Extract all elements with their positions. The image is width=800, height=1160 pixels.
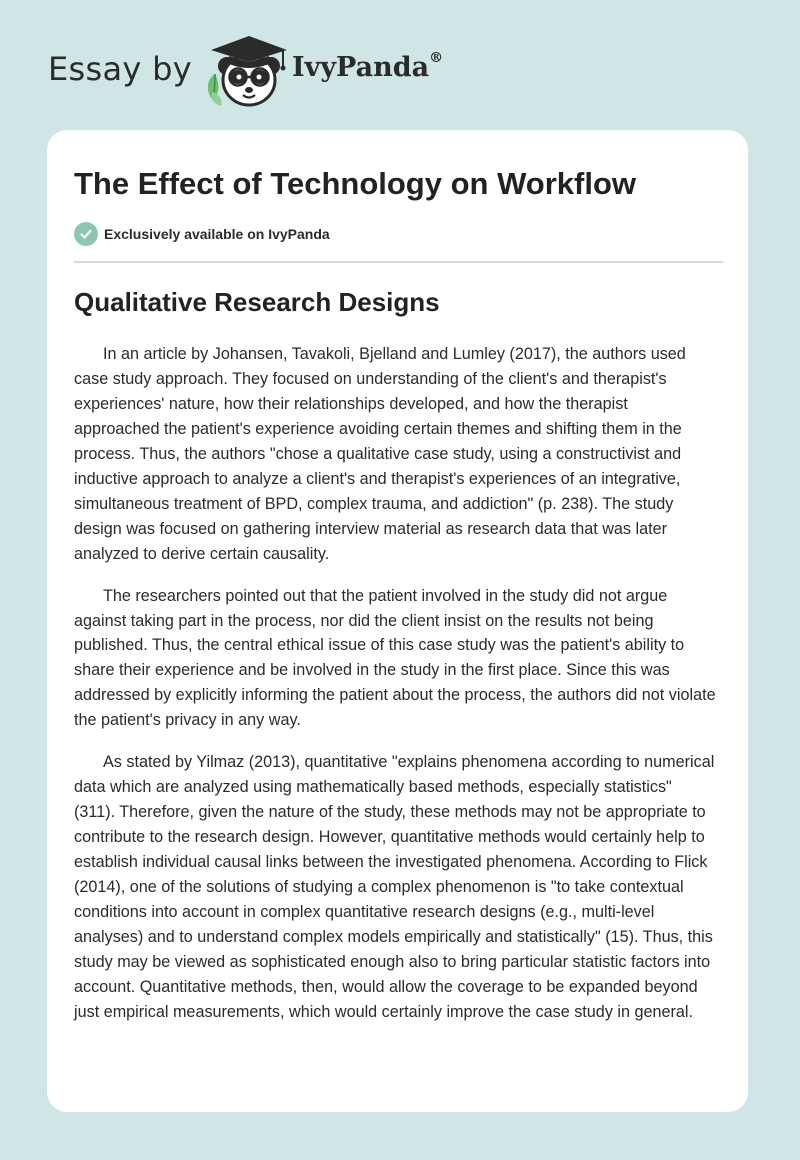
paragraph: In an article by Johansen, Tavakoli, Bjelland and Lumley (2017), the authors used case study approach. They focused on understanding of the client's and therapist's experiences' nature, how their relationships developed, and how the therapist approached the patient's experience avoiding certain themes and shifting them in the process. Thus, the authors "chose a qualitative case study, using a constructivist and inductive approach to analyze a client's and therapist's experiences of an integrative, simultaneous treatment of BPD, complex trauma, and addiction" (p. 238). The study design was focused on gathering interview material as research data that was later analyzed to derive certain causality. [74,345,686,563]
panda-logo-icon[interactable] [201,32,291,110]
check-circle-icon [74,222,98,246]
paragraph: The researchers pointed out that the patient involved in the study did not argue against taking part in the process, nor did the client insist on the results not being published. Thus, the central ethical issue of this case study was the patient's ability to share their experience and be involved in the study in the first place. Since this was addressed by explicitly informing the patient about the process, the authors did not violate the patient's privacy in any way. [74,586,716,730]
divider [74,261,723,263]
site-header [48,32,548,112]
article-body [74,342,716,1042]
badge-label: Exclusively available on IvyPanda [104,226,330,242]
essay-by-label: Essay by [48,50,192,88]
section-heading: Qualitative Research Designs [74,287,440,317]
page-title: The Effect of Technology on Workflow [74,166,637,201]
exclusive-badge [74,222,330,246]
essay-card [47,130,748,1112]
registered-mark: ® [429,50,444,66]
brand-name[interactable]: IvyPanda® [292,50,444,83]
paragraph: As stated by Yilmaz (2013), quantitative "explains phenomena according to numerical data which are analyzed using mathematically based methods, especially statistics" (311). Therefore, given the nature of the study, these methods may not be appropriate to contribute to the research design. However, quantitative methods would certainly help to establish individual causal links between the investigated phenomena. According to Flick (2014), one of the solutions of studying a complex phenomenon is "to take contextual conditions into account in complex quantitative research designs (e.g., multi-level analyses) and to understand complex models empirically and statistically" (15). Thus, this study may be viewed as sophisticated enough also to bring particular statistic factors into account. Quantitative methods, then, would allow the coverage to be expanded beyond just empirical measurements, which would certainly improve the case study in general. [74,753,715,1021]
